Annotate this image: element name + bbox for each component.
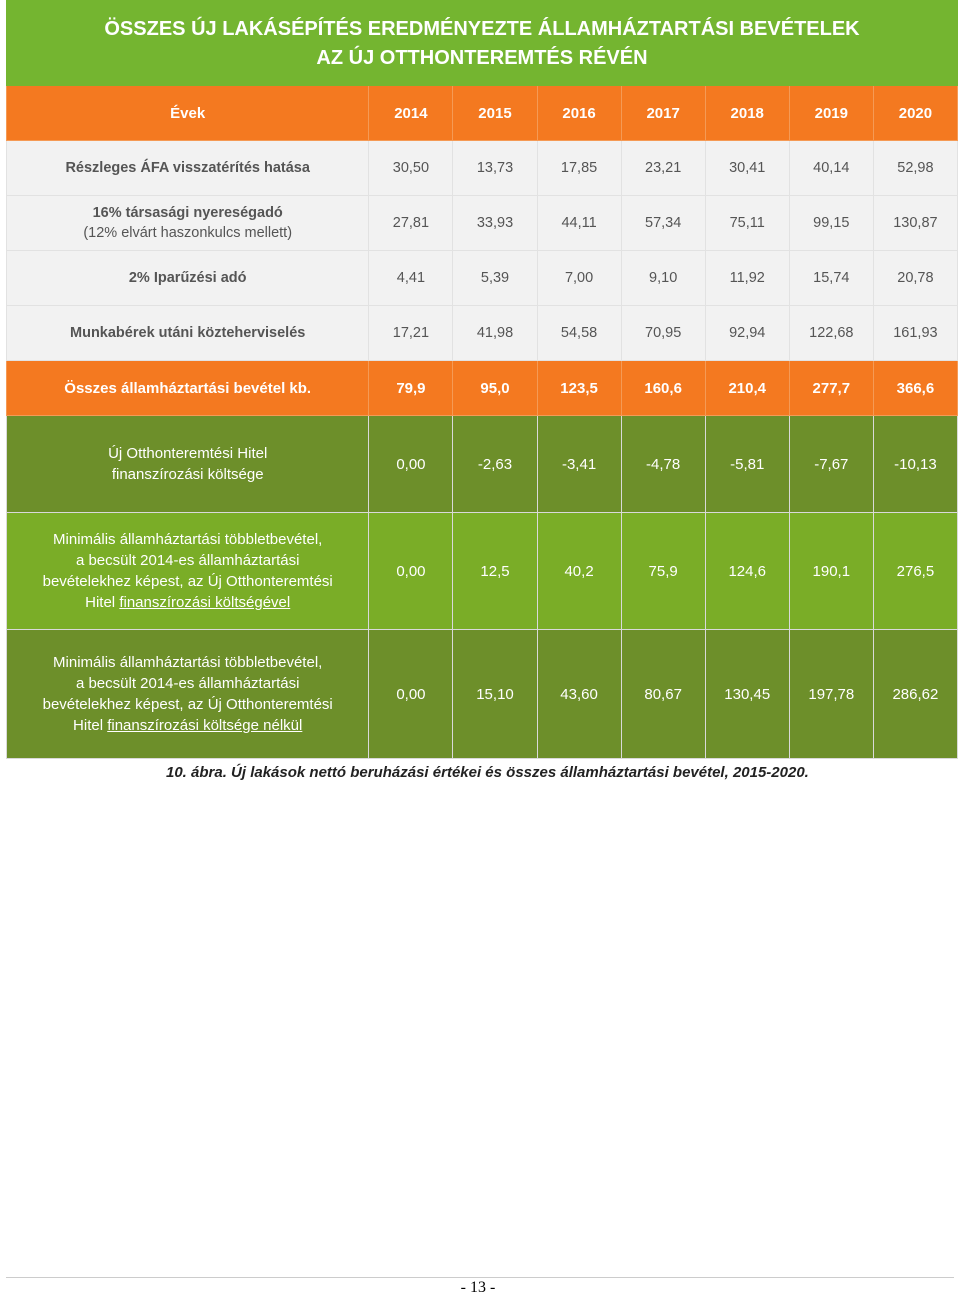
value-cell: 277,7: [789, 361, 873, 416]
footer-divider: [6, 1277, 954, 1278]
table-title-line-2: AZ ÚJ OTTHONTEREMTÉS RÉVÉN: [316, 47, 648, 69]
value-cell: 4,41: [369, 251, 453, 306]
row-label-subline: (12% elvárt haszonkulcs mellett): [83, 225, 293, 241]
value-cell: 33,93: [453, 196, 537, 251]
row-label-line: Új Otthonteremtési Hitel: [108, 445, 268, 462]
year-cell: 2019: [789, 86, 873, 141]
table-title: [7, 1, 958, 86]
year-cell: 2016: [537, 86, 621, 141]
header-label: Évek: [7, 86, 369, 141]
value-cell: 161,93: [873, 306, 957, 361]
row-label-line: a becsült 2014-es államháztartási: [75, 675, 300, 692]
value-cell: -4,78: [621, 416, 705, 513]
page-number: - 13 -: [460, 1279, 496, 1296]
value-cell: 52,98: [873, 141, 957, 196]
value-cell: -10,13: [873, 416, 957, 513]
value-cell: 130,45: [705, 630, 789, 759]
value-cell: 13,73: [453, 141, 537, 196]
revenue-table: [6, 0, 958, 759]
value-cell: 11,92: [705, 251, 789, 306]
row-label: [7, 196, 369, 251]
table-row-surplus-without-cost: [7, 630, 958, 759]
value-cell: 79,9: [369, 361, 453, 416]
value-cell: 23,21: [621, 141, 705, 196]
value-cell: 276,5: [873, 513, 957, 630]
value-cell: 20,78: [873, 251, 957, 306]
value-cell: 210,4: [705, 361, 789, 416]
value-cell: 44,11: [537, 196, 621, 251]
value-cell: -7,67: [789, 416, 873, 513]
value-cell: 0,00: [369, 630, 453, 759]
value-cell: 160,6: [621, 361, 705, 416]
table-title-line-1: ÖSSZES ÚJ LAKÁSÉPÍTÉS EREDMÉNYEZTE ÁLLAMHÁZTARTÁSI BEVÉTELEK: [104, 18, 860, 40]
value-cell: -2,63: [453, 416, 537, 513]
value-cell: 197,78: [789, 630, 873, 759]
table-row-total: [7, 361, 958, 416]
value-cell: 130,87: [873, 196, 957, 251]
table-row-payroll: [7, 306, 958, 361]
row-label: Részleges ÁFA visszatérítés hatása: [7, 141, 369, 196]
value-cell: 17,21: [369, 306, 453, 361]
value-cell: 124,6: [705, 513, 789, 630]
value-cell: 27,81: [369, 196, 453, 251]
row-label: 2% Iparűzési adó: [7, 251, 369, 306]
table-row-loan-cost: [7, 416, 958, 513]
value-cell: 122,68: [789, 306, 873, 361]
value-cell: 12,5: [453, 513, 537, 630]
row-label-line: 16% társasági nyereségadó: [92, 205, 283, 221]
value-cell: 15,10: [453, 630, 537, 759]
year-cell: 2020: [873, 86, 957, 141]
value-cell: 5,39: [453, 251, 537, 306]
row-label: [7, 513, 369, 630]
table-row-surplus-with-cost: [7, 513, 958, 630]
row-label-line: [7, 715, 368, 736]
row-label: Összes államháztartási bevétel kb.: [7, 361, 369, 416]
value-cell: 9,10: [621, 251, 705, 306]
value-cell: 366,6: [873, 361, 957, 416]
row-label-line: finanszírozási költsége: [111, 466, 264, 483]
value-cell: 75,11: [705, 196, 789, 251]
value-cell: -5,81: [705, 416, 789, 513]
row-label-underlined: finanszírozási költsége nélkül: [107, 717, 303, 734]
row-label-line: bevételekhez képest, az Új Otthonteremtési: [42, 573, 333, 590]
row-label: [7, 630, 369, 759]
table-row-corporate-tax: [7, 196, 958, 251]
row-label-line: bevételekhez képest, az Új Otthonteremtési: [42, 696, 333, 713]
table-row-local-tax: [7, 251, 958, 306]
row-label-underlined: finanszírozási költségével: [119, 594, 291, 611]
value-cell: 123,5: [537, 361, 621, 416]
value-cell: 17,85: [537, 141, 621, 196]
value-cell: 43,60: [537, 630, 621, 759]
value-cell: 54,58: [537, 306, 621, 361]
year-cell: 2017: [621, 86, 705, 141]
value-cell: 40,14: [789, 141, 873, 196]
figure-caption: 10. ábra. Új lakások nettó beruházási értékei és összes államháztartási bevétel, 2015-2020.: [166, 764, 809, 781]
value-cell: 190,1: [789, 513, 873, 630]
header-row: [7, 86, 958, 141]
value-cell: 80,67: [621, 630, 705, 759]
value-cell: 75,9: [621, 513, 705, 630]
year-cell: 2018: [705, 86, 789, 141]
value-cell: 92,94: [705, 306, 789, 361]
value-cell: 41,98: [453, 306, 537, 361]
value-cell: 30,50: [369, 141, 453, 196]
table-row-vat: [7, 141, 958, 196]
table-title-row: [7, 1, 958, 86]
value-cell: 70,95: [621, 306, 705, 361]
row-label: [7, 416, 369, 513]
row-label-line: [7, 592, 368, 613]
value-cell: 7,00: [537, 251, 621, 306]
value-cell: 0,00: [369, 416, 453, 513]
row-label-line: a becsült 2014-es államháztartási: [75, 552, 300, 569]
value-cell: 30,41: [705, 141, 789, 196]
value-cell: 15,74: [789, 251, 873, 306]
value-cell: -3,41: [537, 416, 621, 513]
row-label: Munkabérek utáni közteherviselés: [7, 306, 369, 361]
year-cell: 2015: [453, 86, 537, 141]
year-cell: 2014: [369, 86, 453, 141]
value-cell: 286,62: [873, 630, 957, 759]
value-cell: 57,34: [621, 196, 705, 251]
row-label-line: Minimális államháztartási többletbevétel,: [53, 654, 323, 671]
row-label-text: Hitel: [85, 594, 120, 611]
value-cell: 0,00: [369, 513, 453, 630]
value-cell: 99,15: [789, 196, 873, 251]
value-cell: 40,2: [537, 513, 621, 630]
value-cell: 95,0: [453, 361, 537, 416]
row-label-line: Minimális államháztartási többletbevétel,: [53, 531, 323, 548]
row-label-text: Hitel: [73, 717, 108, 734]
